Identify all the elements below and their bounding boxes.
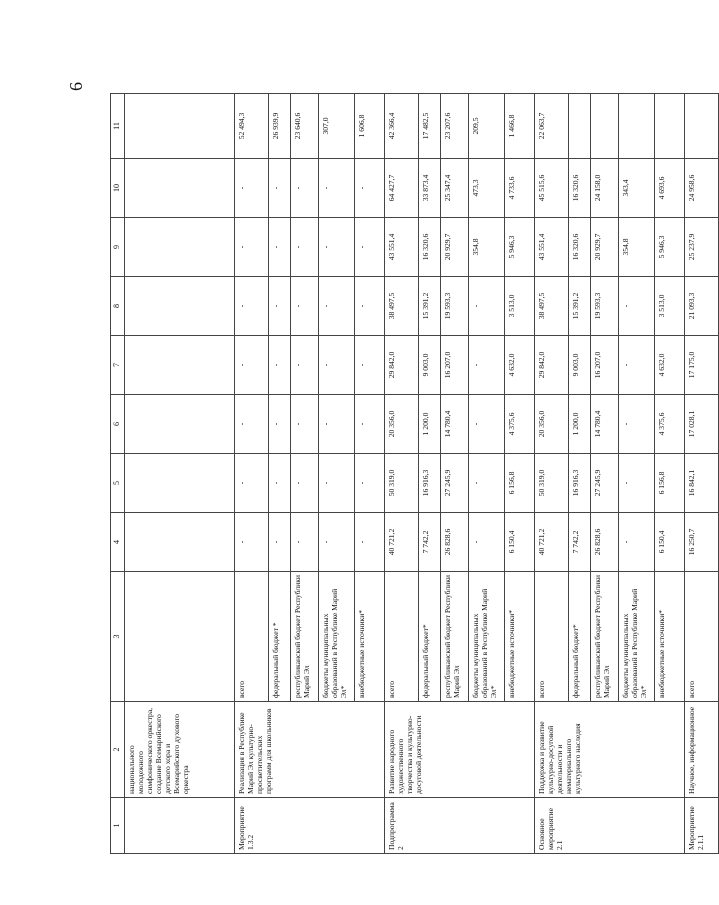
table-row <box>385 94 419 854</box>
amount-cell: - <box>619 395 655 454</box>
amount-cell: 26 828,6 <box>441 513 469 572</box>
amount-cell: 1 466,8 <box>505 94 535 159</box>
amount-cell: 3 513,0 <box>505 277 535 336</box>
amount-cell: 3 513,0 <box>655 277 685 336</box>
amount-cell: 4 375,6 <box>505 395 535 454</box>
amount-cell: 15 391,2 <box>569 277 591 336</box>
header-row <box>111 94 125 854</box>
amount-cell: 43 551,4 <box>385 218 419 277</box>
program-code-cell: Мероприятие 1.3.2 <box>235 798 385 854</box>
amount-cell: 1 200,0 <box>419 395 441 454</box>
funding-source-cell: всего <box>535 572 569 702</box>
table-row <box>535 94 569 854</box>
funding-source-cell: бюджеты муниципальных образований в Республике Марий Эл* <box>319 572 355 702</box>
amount-cell: 25 347,4 <box>441 159 469 218</box>
amount-cell: - <box>291 159 319 218</box>
column-header: 4 <box>111 513 125 572</box>
amount-cell: - <box>235 454 269 513</box>
amount-cell: 354,8 <box>619 218 655 277</box>
amount-cell: 16 250,7 <box>685 513 719 572</box>
amount-cell: - <box>291 513 319 572</box>
amount-cell: - <box>269 218 291 277</box>
rotated-table-container <box>110 94 705 854</box>
funding-source-cell: внебюджетные источники* <box>505 572 535 702</box>
program-name-cell: Реализация в Республике Марий Эл культурно-просветительских программ для школьников <box>235 702 385 798</box>
amount-cell: - <box>269 454 291 513</box>
amount-cell: 6 156,8 <box>505 454 535 513</box>
amount-cell: - <box>235 218 269 277</box>
amount-cell: 17 028,1 <box>685 395 719 454</box>
amount-cell: - <box>355 395 385 454</box>
program-code-cell: Мероприятие 2.1.1 <box>685 798 719 854</box>
amount-cell: - <box>355 159 385 218</box>
program-name-cell: Поддержка и развитие культурно-досуговой деятельности и нематериального культурного наследия <box>535 702 685 798</box>
amount-cell: 17 175,0 <box>685 336 719 395</box>
continuation-row <box>125 94 235 854</box>
amount-cell: - <box>319 159 355 218</box>
amount-cell: 26 828,6 <box>591 513 619 572</box>
amount-cell: 64 427,7 <box>385 159 419 218</box>
amount-cell: 38 497,5 <box>535 277 569 336</box>
source-cell <box>125 572 235 702</box>
amount-cell: 24 958,6 <box>685 159 719 218</box>
amount-cell <box>685 94 719 159</box>
funding-source-cell: федеральный бюджет * <box>269 572 291 702</box>
amount-cell: 25 237,9 <box>685 218 719 277</box>
amount-cell: - <box>619 336 655 395</box>
column-header: 6 <box>111 395 125 454</box>
amount-cell: 20 356,0 <box>385 395 419 454</box>
amount-cell: 38 497,5 <box>385 277 419 336</box>
amount-cell: 22 063,7 <box>535 94 569 159</box>
amount-cell: 16 207,0 <box>591 336 619 395</box>
amount-cell: 14 780,4 <box>441 395 469 454</box>
amount-cell: - <box>355 454 385 513</box>
amount-cell: - <box>355 218 385 277</box>
amount-cell: 45 515,6 <box>535 159 569 218</box>
amount-cell: - <box>619 277 655 336</box>
column-header: 11 <box>111 94 125 159</box>
program-code-cell: Подпрограмма 2 <box>385 798 535 854</box>
table-row <box>235 94 269 854</box>
amount-cell: 50 319,0 <box>535 454 569 513</box>
amount-cell: 7 742,2 <box>569 513 591 572</box>
amount-cell: - <box>235 159 269 218</box>
amount-cell: - <box>269 395 291 454</box>
amount-cell: - <box>469 454 505 513</box>
column-header: 1 <box>111 798 125 854</box>
amount-cell <box>591 94 619 159</box>
amount-cell: 209,5 <box>469 94 505 159</box>
amount-cell: - <box>291 336 319 395</box>
funding-source-cell: всего <box>235 572 269 702</box>
funding-source-cell: внебюджетные источники* <box>355 572 385 702</box>
column-header: 5 <box>111 454 125 513</box>
amount-cell: 4 693,6 <box>655 159 685 218</box>
column-header: 9 <box>111 218 125 277</box>
column-header: 8 <box>111 277 125 336</box>
amount-cell: 50 319,0 <box>385 454 419 513</box>
amount-cell: 43 551,4 <box>535 218 569 277</box>
amount-cell: 6 156,8 <box>655 454 685 513</box>
amount-cell: 16 320,6 <box>419 218 441 277</box>
amount-cell: 17 482,5 <box>419 94 441 159</box>
program-name-cell: Научное, информационное <box>685 702 719 798</box>
program-code-cell: Основное мероприятие 2.1 <box>535 798 685 854</box>
funding-source-cell: всего <box>385 572 419 702</box>
amount-cell: 6 150,4 <box>505 513 535 572</box>
amount-cell: - <box>355 513 385 572</box>
funding-source-cell: всего <box>685 572 719 702</box>
amount-cell: 7 742,2 <box>419 513 441 572</box>
amount-cell: 15 391,2 <box>419 277 441 336</box>
column-header: 3 <box>111 572 125 702</box>
column-header: 7 <box>111 336 125 395</box>
amount-cell: - <box>469 513 505 572</box>
program-name-cell: Развитие народного художественного творчества и культурно-досуговой деятельности <box>385 702 535 798</box>
amount-cell: - <box>291 277 319 336</box>
funding-source-cell: республиканский бюджет Республики Марий Эл <box>591 572 619 702</box>
amount-cell: 9 003,0 <box>569 336 591 395</box>
amount-cell: - <box>269 159 291 218</box>
amount-cell: 27 245,9 <box>591 454 619 513</box>
amount-cell: 23 207,6 <box>441 94 469 159</box>
amount-cell: 27 245,9 <box>441 454 469 513</box>
amount-cell: - <box>469 336 505 395</box>
amount-cell: 42 366,4 <box>385 94 419 159</box>
amount-cell: - <box>619 454 655 513</box>
amount-cell: - <box>291 454 319 513</box>
amount-cell: 16 320,6 <box>569 159 591 218</box>
amount-cell: 16 842,1 <box>685 454 719 513</box>
amount-cell: 23 640,6 <box>291 94 319 159</box>
amount-cell: 52 494,3 <box>235 94 269 159</box>
amount-cell: 14 780,4 <box>591 395 619 454</box>
amount-cell: 24 158,0 <box>591 159 619 218</box>
code-cell <box>125 798 235 854</box>
column-header: 10 <box>111 159 125 218</box>
funding-source-cell: федеральный бюджет* <box>419 572 441 702</box>
amount-cell: - <box>319 513 355 572</box>
amount-cell <box>655 94 685 159</box>
amount-cell: 16 916,3 <box>569 454 591 513</box>
amount-cell: - <box>319 336 355 395</box>
amount-cell: 4 375,6 <box>655 395 685 454</box>
amount-cell: 9 003,0 <box>419 336 441 395</box>
amount-cell: - <box>319 395 355 454</box>
page-number: 6 <box>66 82 86 91</box>
amount-cell: 1 200,0 <box>569 395 591 454</box>
amount-cell: 354,8 <box>469 218 505 277</box>
funding-source-cell: республиканский бюджет Республики Марий Эл <box>291 572 319 702</box>
amount-cell: - <box>235 513 269 572</box>
amount-cell <box>569 94 591 159</box>
amount-cell: - <box>619 513 655 572</box>
amount-cell: 16 207,0 <box>441 336 469 395</box>
amount-cell: 20 356,0 <box>535 395 569 454</box>
amount-cell: 5 946,3 <box>505 218 535 277</box>
funding-source-cell: внебюджетные источники* <box>655 572 685 702</box>
amount-cell: - <box>269 513 291 572</box>
amount-cell: 40 721,2 <box>535 513 569 572</box>
amount-cell: 307,0 <box>319 94 355 159</box>
amount-cell: - <box>319 218 355 277</box>
amount-cell: - <box>355 336 385 395</box>
amount-cell: - <box>269 336 291 395</box>
amount-cell: - <box>269 277 291 336</box>
amount-cell: - <box>235 277 269 336</box>
amount-cell: 19 593,3 <box>441 277 469 336</box>
amount-cell: - <box>319 454 355 513</box>
amount-cell: - <box>469 277 505 336</box>
amount-cell: 29 842,0 <box>535 336 569 395</box>
amount-cell: 21 093,3 <box>685 277 719 336</box>
amount-cell: 4 632,0 <box>655 336 685 395</box>
amount-cell: 20 929,7 <box>591 218 619 277</box>
amount-cell: 19 593,3 <box>591 277 619 336</box>
funding-source-cell: бюджеты муниципальных образований в Республике Марий Эл* <box>469 572 505 702</box>
amount-cell <box>619 94 655 159</box>
amount-cell: - <box>469 395 505 454</box>
amount-cell: 20 929,7 <box>441 218 469 277</box>
amount-cell: 40 721,2 <box>385 513 419 572</box>
amount-cell: - <box>355 277 385 336</box>
amount-cell: - <box>235 395 269 454</box>
amount-cell: 1 606,8 <box>355 94 385 159</box>
table-row <box>685 94 719 854</box>
funding-source-cell: бюджеты муниципальных образований в Республике Марий Эл* <box>619 572 655 702</box>
amount-cell: 5 946,3 <box>655 218 685 277</box>
amount-cell: 16 916,3 <box>419 454 441 513</box>
amount-cell: 33 873,4 <box>419 159 441 218</box>
budget-table <box>110 93 719 854</box>
amount-cell: 473,3 <box>469 159 505 218</box>
amount-cell: 343,4 <box>619 159 655 218</box>
amount-cell: 16 320,6 <box>569 218 591 277</box>
funding-source-cell: республиканский бюджет Республики Марий Эл <box>441 572 469 702</box>
amount-cell: 4 632,0 <box>505 336 535 395</box>
amount-cell: 6 150,4 <box>655 513 685 572</box>
amount-cell: - <box>291 218 319 277</box>
amount-cell: - <box>291 395 319 454</box>
column-header: 2 <box>111 702 125 798</box>
amount-cell: 29 842,0 <box>385 336 419 395</box>
amount-cell: - <box>235 336 269 395</box>
amount-cell: - <box>319 277 355 336</box>
funding-source-cell: федеральный бюджет* <box>569 572 591 702</box>
amount-cell: 26 939,9 <box>269 94 291 159</box>
amount-cell: 4 733,6 <box>505 159 535 218</box>
continuation-name-cell: национального молодежного симфонического оркестра, создание Всемарийского детского хора и Всемарийского духового оркестра <box>125 702 235 798</box>
